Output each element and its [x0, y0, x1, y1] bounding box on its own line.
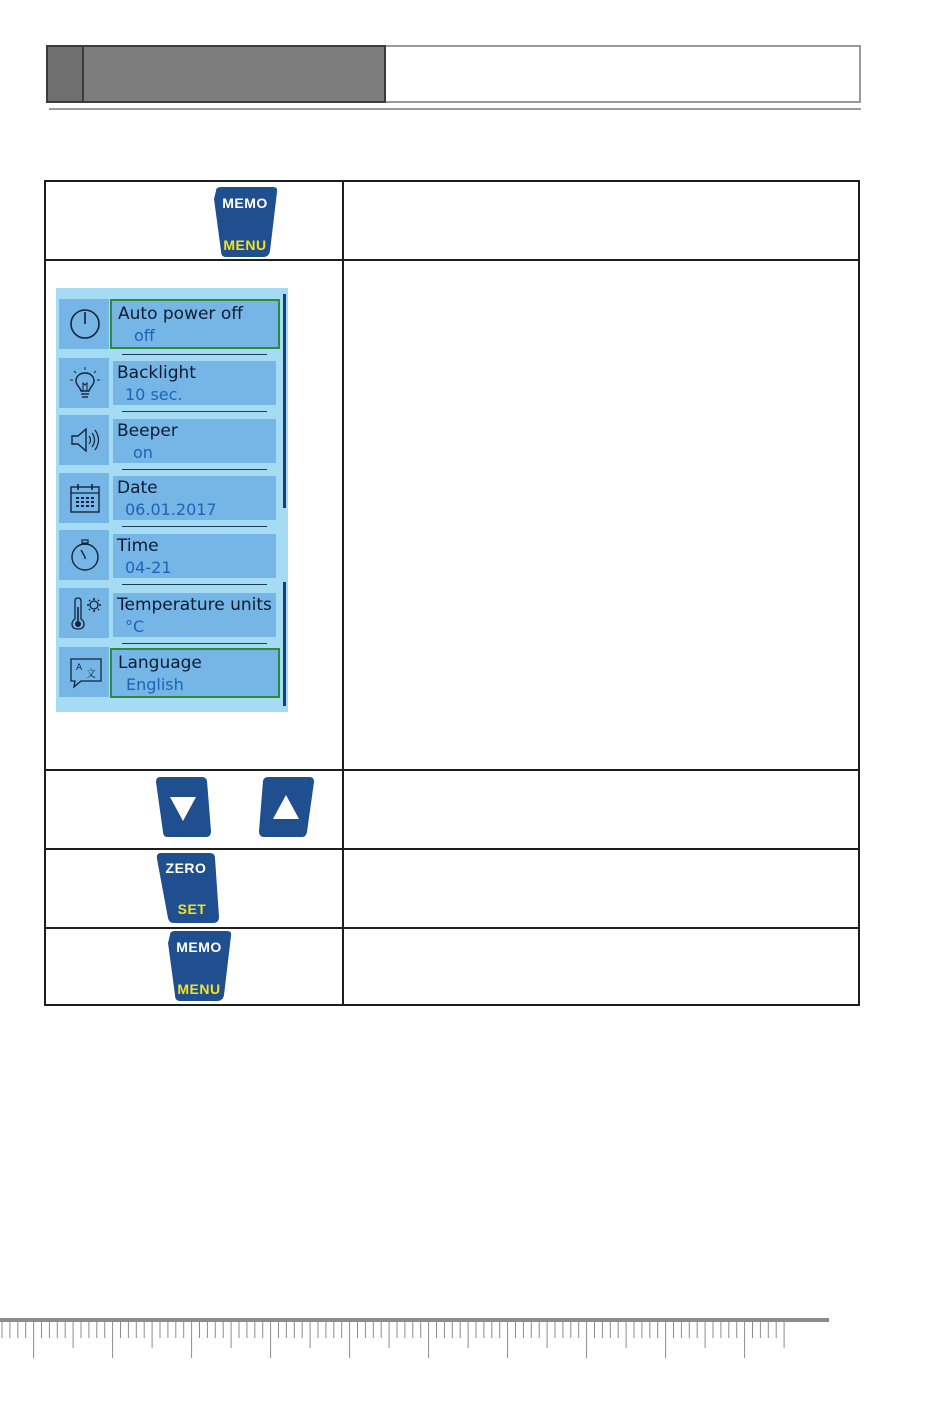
menu-item-temperature-units[interactable]	[113, 593, 276, 637]
menu-item-language[interactable]	[110, 648, 280, 698]
menu-item-icon-box	[59, 473, 109, 523]
instruction-table	[44, 180, 860, 1006]
menu-item-date[interactable]	[113, 476, 276, 520]
menu-item-value: on	[133, 443, 153, 462]
language-icon	[69, 656, 103, 690]
speaker-icon	[69, 424, 101, 456]
memo-menu-button[interactable]	[212, 187, 278, 257]
menu-item-label: Backlight	[117, 363, 196, 383]
menu-item-value: English	[126, 675, 184, 694]
menu-item-value: off	[134, 326, 155, 345]
menu-item-value: 10 sec.	[125, 385, 183, 404]
description-cell	[344, 261, 858, 769]
menu-item-label: Beeper	[117, 421, 178, 441]
set-label: SET	[177, 901, 207, 917]
menu-divider	[122, 584, 267, 585]
menu-item-auto-power-off[interactable]	[110, 299, 280, 349]
menu-item-label: Date	[117, 478, 158, 498]
table-row	[46, 771, 858, 850]
menu-divider	[122, 411, 267, 412]
menu-item-icon-box	[59, 530, 109, 580]
menu-item-value: °C	[125, 617, 145, 636]
device-screen	[56, 288, 288, 712]
menu-label: MENU	[223, 237, 267, 253]
lightbulb-icon	[69, 367, 101, 399]
table-row	[46, 850, 858, 929]
zero-label: ZERO	[165, 860, 207, 876]
thermometer-gear-icon	[69, 597, 103, 631]
down-arrow-button[interactable]	[156, 777, 212, 837]
table-row	[46, 182, 858, 261]
menu-item-icon-box	[59, 358, 109, 408]
menu-divider	[122, 526, 267, 527]
menu-item-beeper[interactable]	[113, 419, 276, 463]
calendar-icon	[69, 482, 101, 514]
header-title-block	[84, 45, 386, 103]
table-row	[46, 929, 858, 1006]
memo-menu-button[interactable]	[166, 931, 232, 1001]
description-cell	[344, 771, 858, 848]
menu-item-icon-box	[59, 299, 109, 349]
description-cell	[344, 182, 858, 259]
key-cell	[46, 771, 344, 848]
stopwatch-icon	[69, 539, 101, 571]
menu-item-backlight[interactable]	[113, 361, 276, 405]
menu-item-icon-box	[59, 415, 109, 465]
screen-cell	[46, 261, 344, 769]
menu-item-value: 04-21	[125, 558, 172, 577]
triangle-down-icon	[156, 777, 212, 837]
menu-item-label: Auto power off	[118, 304, 243, 324]
svg-text:A: A	[76, 663, 83, 673]
triangle-up-icon	[258, 777, 314, 837]
header-subtitle-block	[386, 45, 861, 103]
menu-item-time[interactable]	[113, 534, 276, 578]
menu-item-label: Temperature units	[117, 595, 272, 615]
key-cell	[46, 929, 344, 1006]
menu-divider	[122, 469, 267, 470]
scrollbar-bottom[interactable]	[283, 582, 286, 706]
scrollbar-top[interactable]	[283, 294, 286, 508]
menu-item-label: Time	[117, 536, 159, 556]
description-cell	[344, 850, 858, 927]
description-cell	[344, 929, 858, 1006]
zero-set-button[interactable]	[156, 853, 220, 923]
menu-item-value: 06.01.2017	[125, 500, 217, 519]
menu-divider	[122, 643, 267, 644]
menu-item-icon-box	[59, 647, 109, 697]
footer-ruler	[0, 1322, 829, 1362]
menu-label: MENU	[177, 981, 221, 997]
menu-divider	[122, 354, 267, 355]
up-arrow-button[interactable]	[258, 777, 314, 837]
header-rule	[49, 108, 861, 110]
header-chapter-block	[46, 45, 84, 103]
power-icon	[69, 308, 101, 340]
key-cell	[46, 182, 344, 259]
menu-item-icon-box	[59, 588, 109, 638]
svg-text:文: 文	[86, 669, 96, 680]
menu-item-label: Language	[118, 653, 202, 673]
table-row	[46, 261, 858, 771]
page-header	[46, 45, 861, 105]
memo-label: MEMO	[176, 939, 222, 955]
key-cell	[46, 850, 344, 927]
memo-label: MEMO	[222, 195, 268, 211]
